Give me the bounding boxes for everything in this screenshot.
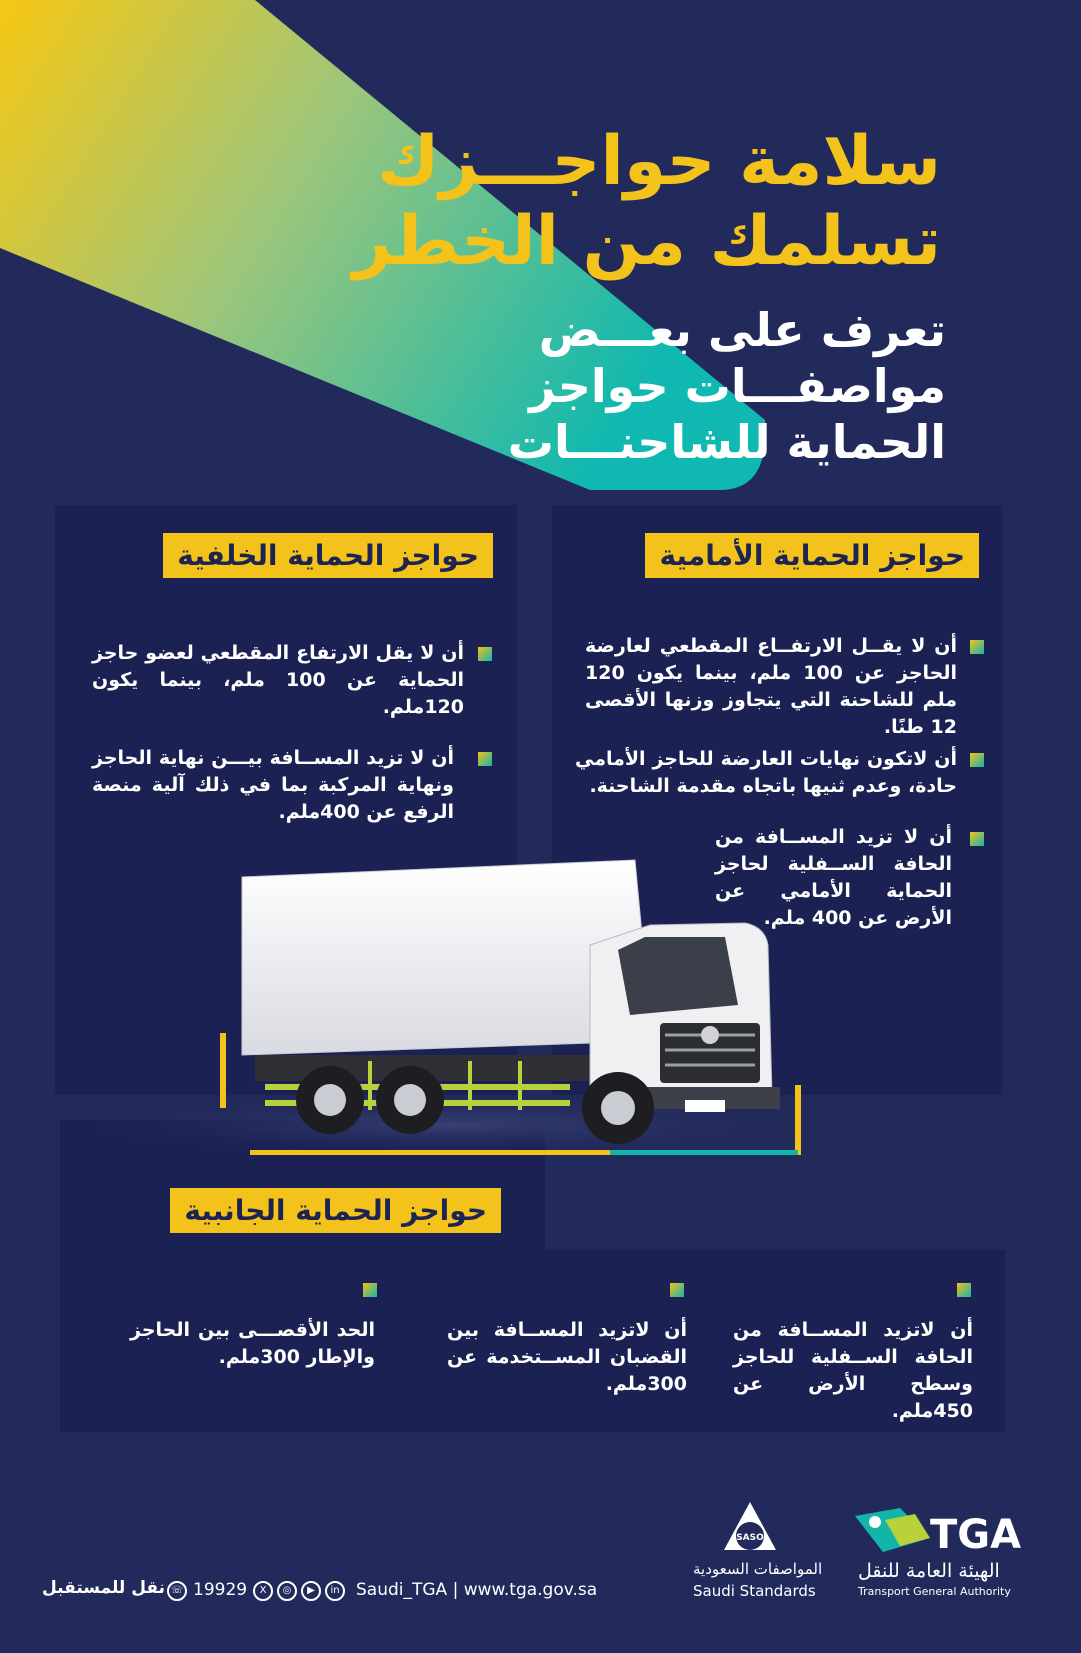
front-item-2: أن لاتكون نهايات العارضة للحاجز الأمامي حادة، وعدم ثنيها باتجاه مقدمة الشاحنة. — [575, 748, 957, 797]
tga-name-ar: الهيئة العامة للنقل — [858, 1560, 1000, 1582]
bullet-icon — [970, 753, 984, 767]
side-section-title: حواجز الحماية الجانبية — [170, 1188, 501, 1233]
bullet-icon — [957, 1283, 971, 1297]
main-title-line2: تسلمك من الخطر — [352, 202, 941, 281]
truck-illustration — [70, 855, 810, 1165]
front-item-3: أن لا تزيد المســافة من الحافة الســفلية لحاجز الحماية الأمامي عن الأرض عن 400 ملم. — [715, 826, 952, 929]
side-item-2: أن لاتزيد المســافة بين القضبان المســتخدمة عن 300ملم. — [447, 1319, 687, 1395]
x-social-icon: X — [253, 1581, 273, 1601]
footer-phone: 19929 — [193, 1580, 248, 1600]
rear-item-2: أن لا تزيد المســافة بيـــن نهاية الحاجز ونهاية المركبة بما في ذلك آلية منصة الرفع عن 400ملم. — [92, 747, 454, 823]
side-item-3: الحد الأقصـــى بين الحاجز والإطار 300ملم. — [130, 1319, 375, 1368]
saso-name-ar: المواصفات السعودية — [693, 1560, 823, 1578]
tga-logo-text: TGA — [930, 1512, 1022, 1558]
subtitle-line1: تعرف على بعـــض — [538, 303, 946, 357]
linkedin-icon: in — [325, 1581, 345, 1601]
youtube-icon: ▶ — [301, 1581, 321, 1601]
footer-social-handle[interactable]: Saudi_TGA | www.tga.gov.sa — [356, 1580, 598, 1600]
subtitle-line3: الحماية للشاحنـــات — [507, 415, 946, 469]
tga-emblem-icon — [855, 1508, 930, 1558]
phone-icon: ☏ — [167, 1581, 187, 1601]
bullet-icon — [970, 832, 984, 846]
bullet-icon — [478, 647, 492, 661]
side-item-1: أن لاتزيد المســافة من الحافة الســفلية للحاجز وسطح الأرض عن 450ملم. — [733, 1319, 973, 1422]
rear-item-1: أن لا يقل الارتفاع المقطعي لعضو حاجز الحماية عن 100 ملم، بينما يكون 120ملم. — [92, 642, 464, 718]
main-title-line1: سلامة حواجـــزك — [377, 122, 941, 201]
bullet-icon — [363, 1283, 377, 1297]
bullet-icon — [970, 640, 984, 654]
subtitle-line2: مواصفـــات حواجز — [529, 359, 946, 413]
tga-name-en: Transport General Authority — [858, 1585, 1011, 1598]
saso-name-en: Saudi Standards — [693, 1582, 816, 1600]
saso-badge-text: SASO — [736, 1533, 764, 1543]
instagram-icon: ◎ — [277, 1581, 297, 1601]
footer-tagline: نقل للمستقبل — [42, 1578, 166, 1598]
rear-section-title: حواجز الحماية الخلفية — [163, 533, 493, 578]
saso-logo-icon — [720, 1498, 780, 1558]
front-item-1: أن لا يقــل الارتفــاع المقطعي لعارضة الحاجز عن 100 ملم، بينما يكون 120 ملم للشاحنة التي يتجاوز وزنها الأقصى 12 طنًا. — [585, 635, 957, 738]
bullet-icon — [670, 1283, 684, 1297]
front-section-title: حواجز الحماية الأمامية — [645, 533, 979, 578]
bullet-icon — [478, 752, 492, 766]
